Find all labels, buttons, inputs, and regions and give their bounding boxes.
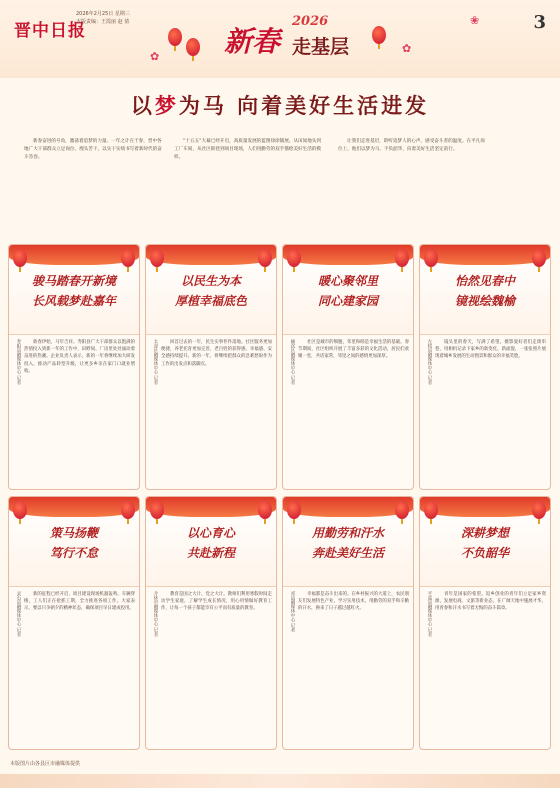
card-banner (146, 245, 276, 335)
story-card (8, 496, 140, 750)
card-title-line: 同心建家园 (317, 294, 378, 308)
card-body (283, 335, 413, 388)
card-title-line: 厚植幸福底色 (174, 294, 247, 308)
card-text (24, 591, 135, 636)
card-paragraph: 社区是城市的细胞，邻里和睦是幸福生活的基础。春节期间，社区组织开展了丰富多彩的文化活动，居民们欢聚一堂，共话家常，邻里之间的感情更加深厚。 (298, 340, 409, 360)
intro-column-1 (24, 138, 162, 163)
card-title-line: 策马扬鞭 (49, 526, 98, 540)
card-title-line: 镜视绘魏榆 (454, 294, 515, 308)
card-title-line: 共赴新程 (186, 546, 235, 560)
lantern-icon (532, 249, 546, 267)
lantern-icon (150, 501, 164, 519)
headline-prefix: 以 (130, 93, 155, 118)
card-title (9, 271, 139, 311)
card-title (146, 271, 276, 311)
lantern-icon (13, 501, 27, 519)
card-title-line: 笃行不怠 (49, 546, 98, 560)
card-byline: 灵石县融媒体中心 记者 (16, 591, 21, 637)
lantern-icon (395, 249, 409, 267)
lantern-icon (186, 38, 200, 56)
masthead (0, 0, 560, 78)
story-card (419, 496, 551, 750)
intro-column-2 (174, 138, 324, 163)
dateline (76, 10, 130, 26)
card-text (161, 591, 272, 636)
story-card (145, 244, 277, 490)
card-body (146, 335, 276, 388)
lantern-icon (258, 501, 272, 519)
card-banner (9, 497, 139, 587)
intro-column-3 (338, 138, 488, 155)
card-banner (283, 497, 413, 587)
lantern-icon (13, 249, 27, 267)
card-title (146, 523, 276, 563)
bottom-decoration (0, 774, 560, 788)
card-text (24, 339, 135, 384)
page-number: 3 (533, 12, 546, 33)
card-byline: 左权县融媒体中心 记者 (427, 339, 432, 385)
card-title-line: 以心育心 (186, 526, 235, 540)
story-card (8, 244, 140, 490)
card-byline: 太谷区融媒体中心 记者 (153, 339, 158, 385)
card-body (146, 587, 276, 640)
intro-paragraph: 让我们走进基层，聆听追梦人的心声，感受奋斗者的温度。在平凡岗位上，他们以梦为马、不负韶华，向着美好生活坚定前行。 (338, 139, 485, 152)
card-banner (9, 245, 139, 335)
card-byline: 介休市融媒体中心 记者 (153, 591, 158, 637)
card-title-line: 奔赴美好生活 (311, 546, 384, 560)
story-card (282, 244, 414, 490)
card-body (283, 587, 413, 636)
card-title-line: 深耕梦想 (460, 526, 509, 540)
card-body (420, 587, 550, 640)
card-title (420, 523, 550, 563)
story-card (145, 496, 277, 750)
card-paragraph: 教育是国之大计、党之大计。教师们利用寒假时间走访学生家庭，了解学生成长情况，用心用情做好教育工作，让每一个孩子都能享有公平而有质量的教育。 (161, 592, 272, 612)
card-paragraph: 镜头里的春天，写满了希望。摄影爱好者们走街串巷，用相机记录下家乡的新变化、新面貌，一张张照片展现着城乡发展的生动图景和群众的幸福笑脸。 (435, 340, 546, 360)
photo-credit: 本版图片由各县区市融媒体提供 (10, 761, 81, 767)
card-byline: 平遥县融媒体中心 记者 (427, 591, 432, 637)
card-title-line: 骏马踏春开新境 (31, 274, 116, 288)
card-byline: 榆次区融媒体中心 记者 (290, 339, 295, 385)
page-headline (0, 90, 560, 120)
newspaper-logo: 晋中日报 (14, 21, 86, 41)
lantern-icon (121, 249, 135, 267)
card-byline: 寿阳县融媒体中心 记者 (16, 339, 21, 385)
headline-accent: 梦 (154, 93, 179, 118)
lantern-icon (258, 249, 272, 267)
card-text (298, 591, 409, 632)
card-paragraph: 青年是国家的希望。返乡创业的青年们立足家乡资源，发展电商、文旅等新业态，在广阔天地中施展才华，用青春和汗水书写着无悔的奋斗篇章。 (435, 592, 546, 612)
lantern-icon (168, 28, 182, 46)
card-text (435, 591, 546, 636)
lantern-icon (395, 501, 409, 519)
card-body (9, 587, 139, 640)
card-title (9, 523, 139, 563)
card-paragraph: 幸福都是奋斗出来的。在乡村振兴的大道上，农民朋友们发展特色产业，学习实用技术，用勤劳的双手和辛勤的汗水，换来了日子越过越红火。 (298, 592, 409, 612)
column-brand-year: 2026 (292, 14, 329, 29)
plum-blossom-icon: ❀ (470, 14, 480, 27)
card-text (298, 339, 409, 384)
card-title-line: 长风载梦赴嘉年 (31, 294, 116, 308)
lantern-icon (287, 501, 301, 519)
card-paragraph: 新春伊始，马年吉祥。寿阳县广大干部群众以饱满的热情投入到新一年的工作中，田野间、厂房里处处涌动着奋进的热潮。企业负责人表示，新的一年将继续加大研发投入，推动产品转型升级，让更多乡亲在家门口就业增收。 (24, 340, 135, 374)
card-body (420, 335, 550, 388)
card-paragraph: 新的征程已经开启，项目建设现场机器轰鸣、车辆穿梭，工人们正在抢抓工期，全力推进各项工作。大家表示，要以只争朝夕的精神状态，确保项目早日建成投用。 (24, 592, 135, 612)
card-banner (420, 497, 550, 587)
headline-rest: 为马 向着美好生活进发 (178, 93, 430, 118)
card-text (161, 339, 272, 384)
column-brand-main: 新春 (224, 25, 281, 58)
card-title-line: 暖心聚邻里 (317, 274, 378, 288)
card-banner (283, 245, 413, 335)
card-title-line: 不负韶华 (460, 546, 509, 560)
plum-blossom-icon: ✿ (402, 42, 412, 55)
card-title (283, 523, 413, 563)
card-banner (420, 245, 550, 335)
intro-paragraph: 新春奋进的号角，激荡着追梦的力量。一年之计在于春，晋中各地广大干部群众立足岗位、埋头苦干，以实干实绩书写着新时代的奋斗答卷。 (24, 139, 162, 160)
lantern-icon (121, 501, 135, 519)
lantern-icon (287, 249, 301, 267)
card-paragraph: 回首过去的一年，民生实事件件落地。社区服务更加便捷，养老托育更加完善，老百姓的获得感、幸福感、安全感持续提升。新的一年，将继续把群众的急难愁盼作为工作的出发点和落脚点。 (161, 340, 272, 367)
card-title-line: 用勤劳和汗水 (311, 526, 384, 540)
intro-paragraph: “十五五”大幕已经开启，高质量发展的蓝图徐徐铺展。从田间地头到工厂车间，从社区街巷到项目现场，人们用勤劳的双手描绘美好生活的模样。 (174, 139, 322, 160)
issue-date: 2026年2月25日 星期三 (76, 11, 130, 17)
lantern-icon (424, 249, 438, 267)
story-card (282, 496, 414, 750)
card-title (283, 271, 413, 311)
card-body (9, 335, 139, 388)
column-brand-sub: 走基层 (292, 36, 350, 58)
lantern-icon (150, 249, 164, 267)
editor-credit: 本版责编：王霞丽 赵 倩 (76, 19, 130, 25)
card-title-line: 以民生为本 (180, 274, 241, 288)
lantern-icon (372, 26, 386, 44)
lantern-icon (424, 501, 438, 519)
card-title-line: 怡然见春中 (454, 274, 515, 288)
card-text (435, 339, 546, 384)
card-byline: 祁县融媒体中心 记者 (290, 591, 295, 632)
plum-blossom-icon: ✿ (150, 50, 160, 63)
card-title (420, 271, 550, 311)
card-banner (146, 497, 276, 587)
lantern-icon (532, 501, 546, 519)
story-card (419, 244, 551, 490)
